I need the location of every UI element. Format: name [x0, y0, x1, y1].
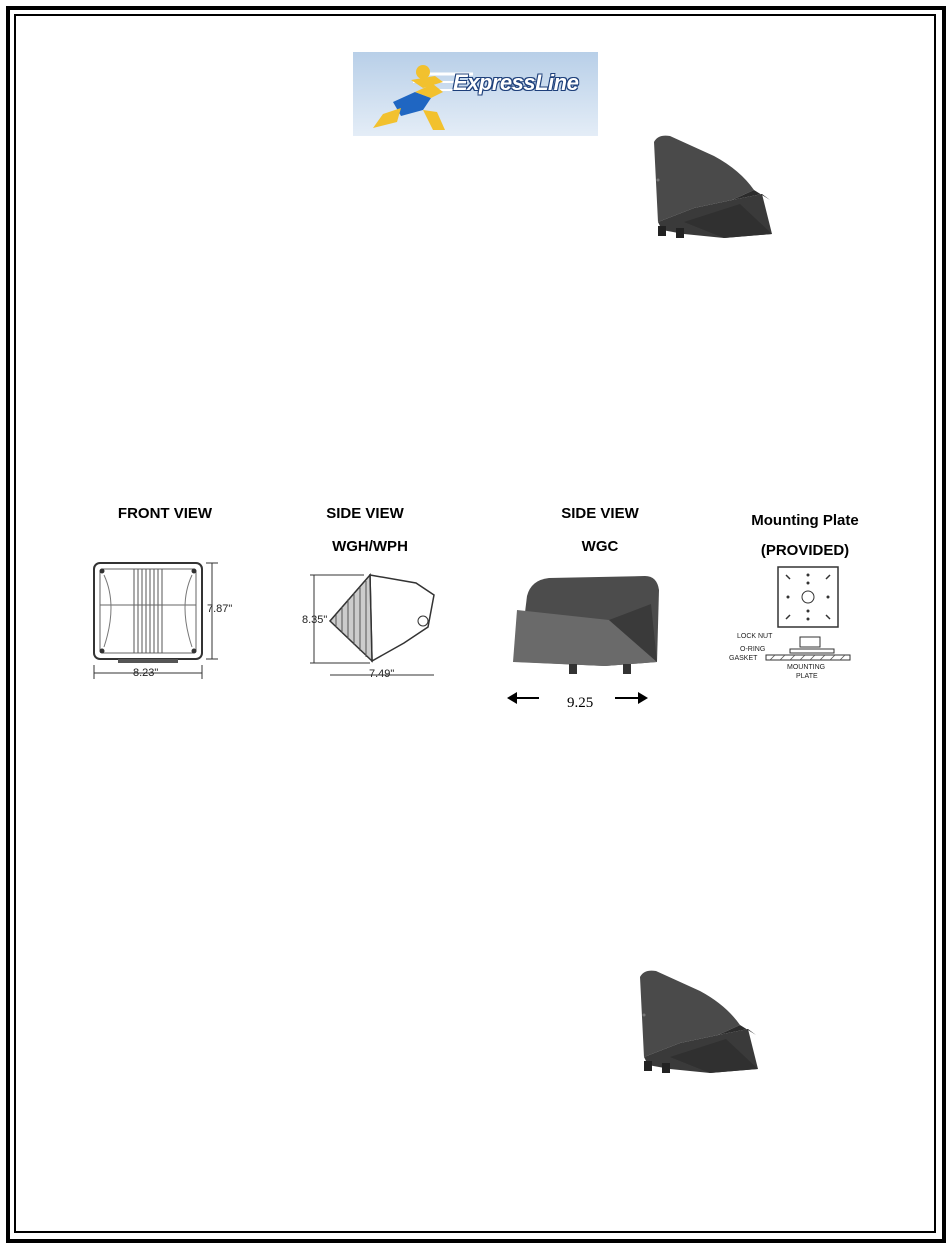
side-view-wgc-title: SIDE VIEW [561, 505, 639, 522]
mounting-plate-subtitle: (PROVIDED) [760, 542, 850, 559]
callout-mounting: MOUNTING [787, 664, 826, 671]
mounting-plate-title: Mounting Plate [751, 512, 859, 529]
front-view-title: FRONT VIEW [117, 505, 213, 522]
fixture-photo-icon [630, 965, 760, 1077]
front-width-dim: 8.23" [133, 667, 159, 679]
fixture-photo-top [644, 130, 774, 242]
mounting-plate-icon [760, 563, 880, 711]
wgc-sketch-icon [505, 570, 670, 685]
front-view-drawing [78, 555, 258, 715]
side-view-wgh-title: SIDE VIEW [326, 505, 404, 522]
callout-lock-nut: LOCK NUT [737, 633, 773, 640]
front-height-dim: 7.87" [207, 603, 233, 615]
wgc-sketch [505, 570, 670, 685]
wgc-width-dim: 9.25 [567, 695, 594, 711]
fixture-photo-icon [644, 130, 774, 242]
mounting-plate-drawing [760, 563, 880, 711]
front-view-icon [78, 555, 258, 715]
callout-gasket: GASKET [729, 655, 758, 662]
callout-plate: PLATE [796, 673, 818, 680]
fixture-photo-bottom [630, 965, 760, 1077]
expressline-logo [353, 52, 598, 136]
logo-wordmark: ExpressLine [453, 70, 579, 95]
side-view-wgh-subtitle: WGH/WPH [332, 538, 408, 555]
side-height-dim: 8.35" [302, 614, 328, 626]
callout-o-ring: O-RING [740, 646, 766, 653]
side-view-wgc-subtitle: WGC [581, 538, 619, 555]
side-depth-dim: 7.49" [369, 668, 395, 680]
